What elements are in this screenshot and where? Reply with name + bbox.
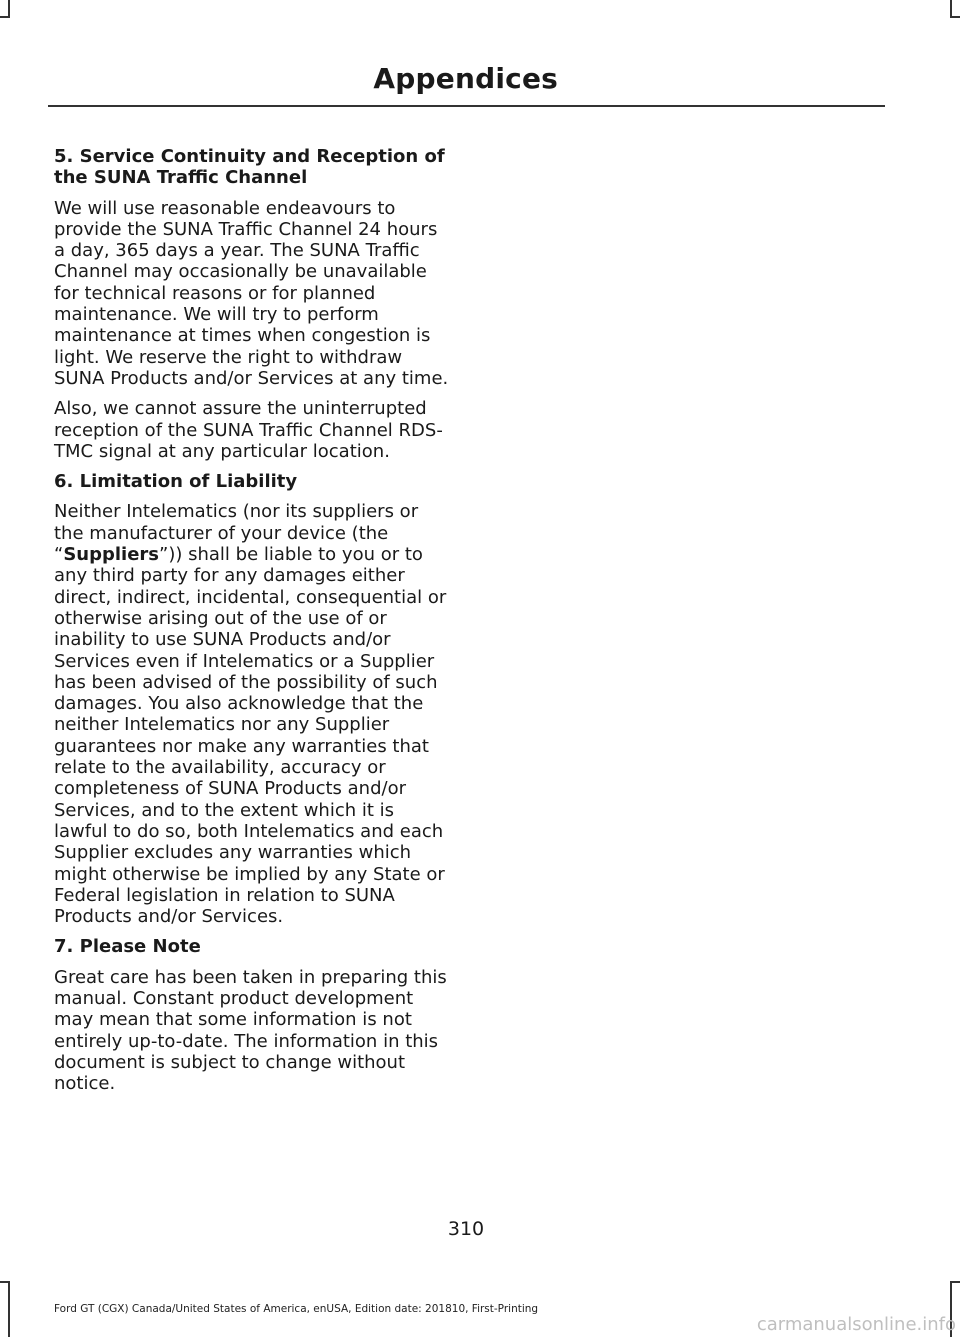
section-heading-service-continuity: 5. Service Continuity and Reception of the SUNA Traffic Channel <box>54 146 445 189</box>
crop-mark-top-right-h <box>950 16 960 18</box>
watermark: carmanualsonline.info <box>756 1314 956 1335</box>
crop-mark-top-left-h <box>0 16 10 18</box>
paragraph: Also, we cannot assure the uninterrupted reception of the SUNA Traffic Channel RDS-TMC signal at any particular location. <box>54 398 443 462</box>
crop-mark-bottom-left <box>8 1281 10 1337</box>
crop-mark-bottom-left-h <box>0 1281 10 1283</box>
paragraph <box>54 501 450 927</box>
paragraph: We will use reasonable endeavours to provide the SUNA Traffic Channel 24 hours a day, 365 days a year. The SUNA Traffic Channel may occasionally be unavailable for technical reasons or for planned maintenance. We will try to perform maintenance at times when congestion is light. We reserve the right to withdraw SUNA Products and/or Services at any time. <box>54 197 449 389</box>
main-column <box>54 146 450 1103</box>
paragraph: Great care has been taken in preparing this manual. Constant product development may mean that some information is not entirely up-to-date. The information in this document is subject to change without notice. <box>54 966 447 1095</box>
paragraph-text: Neither Intelematics (nor its suppliers or the manufacturer of your device (the “ <box>54 501 419 566</box>
header-divider <box>48 105 885 107</box>
section-heading-please-note: 7. Please Note <box>54 936 201 958</box>
defined-term-suppliers: Suppliers <box>63 544 160 566</box>
page-title: Appendices <box>373 62 558 95</box>
section-heading-limitation-of-liability: 6. Limitation of Liability <box>54 471 298 493</box>
crop-mark-bottom-right-h <box>950 1281 960 1283</box>
paragraph-text: ”)) shall be liable to you or to any third party for any damages either direct, indirect, incidental, consequential or otherwise arising out of the use of or inability to use SUNA Products and/or Services even if Intelematics or a Supplier has been advised of the possibility of such damages. You also acknowledge that the neither Intelematics nor any Supplier guarantees nor make any warranties that relate to the availability, accuracy or completeness of SUNA Products and/or Services, and to the extent which it is lawful to do so, both Intelematics and each Supplier excludes any warranties which might otherwise be implied by any State or Federal legislation in relation to SUNA Products and/or Services. <box>54 544 447 928</box>
page-number: 310 <box>447 1218 485 1240</box>
footer-edition-info: Ford GT (CGX) Canada/United States of America, enUSA, Edition date: 201810, First-Printing <box>54 1303 539 1315</box>
